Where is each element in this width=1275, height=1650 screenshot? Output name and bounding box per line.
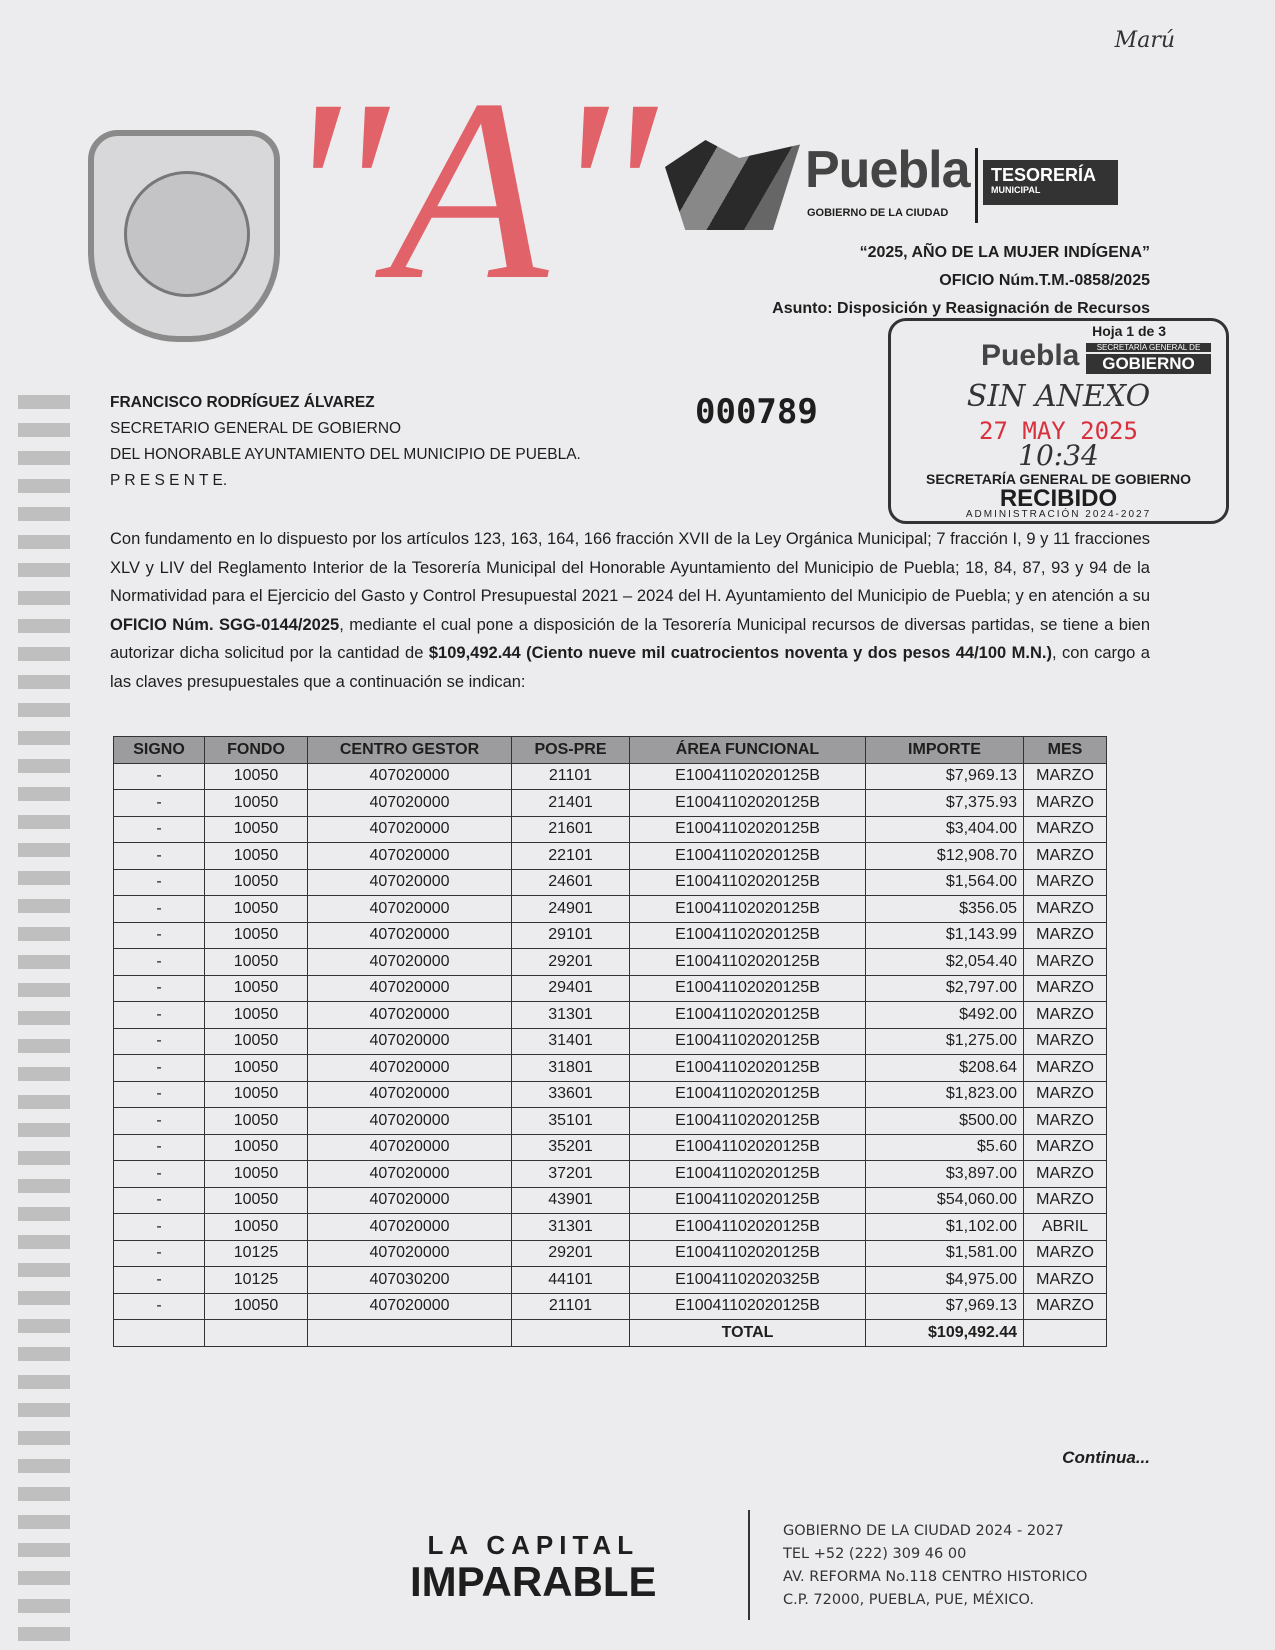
table-cell — [308, 1320, 512, 1347]
table-cell: - — [114, 1240, 205, 1267]
table-cell: 407020000 — [308, 922, 512, 949]
table-cell: E10041102020125B — [630, 790, 866, 817]
handwritten-note: Marú — [1114, 28, 1175, 53]
table-row — [114, 869, 1107, 896]
table-cell: 35201 — [512, 1134, 630, 1161]
table-cell: 22101 — [512, 843, 630, 870]
table-cell: 407020000 — [308, 1293, 512, 1320]
table-cell: $1,143.99 — [866, 922, 1024, 949]
table-row — [114, 1214, 1107, 1241]
table-cell — [512, 1320, 630, 1347]
table-cell: - — [114, 843, 205, 870]
table-cell: $1,581.00 — [866, 1240, 1024, 1267]
table-cell: 31301 — [512, 1002, 630, 1029]
table-cell: $1,823.00 — [866, 1081, 1024, 1108]
table-cell: 407020000 — [308, 790, 512, 817]
table-row — [114, 1002, 1107, 1029]
table-cell: 407020000 — [308, 949, 512, 976]
table-cell: MARZO — [1024, 975, 1107, 1002]
asunto: Asunto: Disposición y Reasignación de Recursos — [772, 300, 1150, 317]
table-row — [114, 843, 1107, 870]
table-cell: - — [114, 790, 205, 817]
table-cell: - — [114, 1081, 205, 1108]
table-cell: E10041102020125B — [630, 975, 866, 1002]
body-paragraph: Con fundamento en lo dispuesto por los artículos 123, 163, 164, 166 fracción XVII de la Ley Orgánica Municipal; 7 fracción I, 9 y 11 fracciones XLV y LIV del Reglamento Interior de la Tesorería Municipal del Honorable Ayuntamiento del Municipio de Puebla; 18, 84, 87, 93 y 94 de la Normatividad para el Ejercicio del Gasto y Control Presupuestal 2021 – 2024 del H. Ayuntamiento del Municipio de Puebla; y en atención a su OFICIO Núm. SGG-0144/2025, mediante el cual pone a disposición de la Tesorería Municipal recursos de diversas partidas, se tiene a bien autorizar dicha solicitud por la cantidad de $109,492.44 (Ciento nueve mil cuatrocientos noventa y dos pesos 44/100 M.N.), con cargo a las claves presupuestales que a continuación se indican: — [110, 530, 1150, 691]
table-cell: E10041102020125B — [630, 843, 866, 870]
table-cell: MARZO — [1024, 1028, 1107, 1055]
table-cell: $1,275.00 — [866, 1028, 1024, 1055]
table-cell: 10050 — [205, 763, 308, 790]
table-cell: $3,404.00 — [866, 816, 1024, 843]
table-cell: 21401 — [512, 790, 630, 817]
total-row — [114, 1320, 1107, 1347]
table-cell: 10050 — [205, 1187, 308, 1214]
table-cell: - — [114, 922, 205, 949]
table-cell: E10041102020125B — [630, 1134, 866, 1161]
table-cell: E10041102020125B — [630, 949, 866, 976]
table-row — [114, 1028, 1107, 1055]
city-seal — [88, 130, 280, 342]
table-cell — [114, 1320, 205, 1347]
table-cell: 407020000 — [308, 763, 512, 790]
table-cell: E10041102020125B — [630, 1108, 866, 1135]
table-cell: - — [114, 1214, 205, 1241]
table-cell: - — [114, 816, 205, 843]
footer-address: GOBIERNO DE LA CIUDAD 2024 - 2027 TEL +52 (222) 309 46 00 AV. REFORMA No.118 CENTRO HISTORICO C.P. 72000, PUEBLA, PUE, MÉXICO. — [783, 1523, 1088, 1608]
table-cell: 407020000 — [308, 1081, 512, 1108]
table-cell: 10050 — [205, 1108, 308, 1135]
table-cell: MARZO — [1024, 1161, 1107, 1188]
budget-table — [113, 736, 1107, 1347]
table-row — [114, 1134, 1107, 1161]
table-cell: $208.64 — [866, 1055, 1024, 1082]
table-cell: 10050 — [205, 869, 308, 896]
table-cell: $1,102.00 — [866, 1214, 1024, 1241]
table-cell: 35101 — [512, 1108, 630, 1135]
continues-label: Continua... — [1062, 1448, 1150, 1467]
table-cell: - — [114, 1002, 205, 1029]
table-cell: 31401 — [512, 1028, 630, 1055]
table-cell: - — [114, 975, 205, 1002]
table-cell: 29401 — [512, 975, 630, 1002]
table-cell: - — [114, 1161, 205, 1188]
total-label: TOTAL — [630, 1320, 866, 1347]
table-cell: 43901 — [512, 1187, 630, 1214]
folio-number: 000789 — [695, 392, 818, 432]
table-cell: 407020000 — [308, 975, 512, 1002]
table-cell: 10050 — [205, 1134, 308, 1161]
table-cell: $1,564.00 — [866, 869, 1024, 896]
table-cell: 10050 — [205, 1028, 308, 1055]
table-cell: MARZO — [1024, 869, 1107, 896]
table-cell — [1024, 1320, 1107, 1347]
table-row — [114, 1161, 1107, 1188]
table-cell: $2,054.40 — [866, 949, 1024, 976]
table-cell: 407020000 — [308, 1002, 512, 1029]
table-row — [114, 790, 1107, 817]
table-cell: 10125 — [205, 1267, 308, 1294]
table-cell: - — [114, 1108, 205, 1135]
table-cell: 29201 — [512, 1240, 630, 1267]
table-row — [114, 1267, 1107, 1294]
table-cell: MARZO — [1024, 1187, 1107, 1214]
recipient-name: FRANCISCO RODRÍGUEZ ÁLVAREZ — [110, 394, 375, 411]
table-cell: $3,897.00 — [866, 1161, 1024, 1188]
table-cell: 21101 — [512, 763, 630, 790]
table-cell: 10050 — [205, 949, 308, 976]
table-cell: - — [114, 1055, 205, 1082]
table-row — [114, 922, 1107, 949]
oficio-number: OFICIO Núm.T.M.-0858/2025 — [939, 272, 1150, 289]
handwritten-letter: "A" — [280, 46, 658, 334]
table-cell: - — [114, 1293, 205, 1320]
table-row — [114, 1055, 1107, 1082]
motto: “2025, AÑO DE LA MUJER INDÍGENA” — [859, 244, 1150, 261]
table-cell: - — [114, 949, 205, 976]
table-cell: 407020000 — [308, 1108, 512, 1135]
table-cell: MARZO — [1024, 763, 1107, 790]
table-cell: MARZO — [1024, 922, 1107, 949]
table-cell: 29201 — [512, 949, 630, 976]
table-cell: MARZO — [1024, 790, 1107, 817]
table-cell: $7,375.93 — [866, 790, 1024, 817]
table-cell: 33601 — [512, 1081, 630, 1108]
table-cell: MARZO — [1024, 1108, 1107, 1135]
table-cell: 10050 — [205, 922, 308, 949]
table-cell — [205, 1320, 308, 1347]
table-cell: 407020000 — [308, 1161, 512, 1188]
table-cell: - — [114, 1267, 205, 1294]
table-cell: 10050 — [205, 1293, 308, 1320]
table-cell: 407020000 — [308, 816, 512, 843]
column-header: FONDO — [205, 737, 308, 764]
table-cell: - — [114, 896, 205, 923]
table-cell: 10050 — [205, 896, 308, 923]
table-cell: 10050 — [205, 1055, 308, 1082]
table-cell: $12,908.70 — [866, 843, 1024, 870]
table-cell: 407030200 — [308, 1267, 512, 1294]
received-stamp: Hoja 1 de 3 Puebla SECRETARÍA GENERAL DE GOBIERNO SIN ANEXO 27 MAY 2025 10:34 SECRETARÍA GENERAL DE GOBIERNO RECIBIDO ADMINISTRACIÓN 2024-2027 — [888, 318, 1229, 524]
table-cell: E10041102020125B — [630, 1293, 866, 1320]
table-cell: 407020000 — [308, 1028, 512, 1055]
table-cell: MARZO — [1024, 1240, 1107, 1267]
table-cell: 10050 — [205, 1214, 308, 1241]
table-cell: MARZO — [1024, 1267, 1107, 1294]
table-cell: E10041102020125B — [630, 869, 866, 896]
table-cell: 10050 — [205, 1161, 308, 1188]
table-cell: $7,969.13 — [866, 1293, 1024, 1320]
column-header: CENTRO GESTOR — [308, 737, 512, 764]
table-row — [114, 1293, 1107, 1320]
page-indicator: Hoja 1 de 3 — [1092, 323, 1166, 339]
table-cell: 10050 — [205, 790, 308, 817]
stamp-date: 27 MAY 2025 — [979, 417, 1138, 445]
table-cell: 31301 — [512, 1214, 630, 1241]
table-cell: $4,975.00 — [866, 1267, 1024, 1294]
table-cell: 24601 — [512, 869, 630, 896]
table-cell: MARZO — [1024, 1293, 1107, 1320]
table-cell: E10041102020125B — [630, 1055, 866, 1082]
table-cell: E10041102020125B — [630, 1002, 866, 1029]
column-header: SIGNO — [114, 737, 205, 764]
puebla-logo: Puebla GOBIERNO DE LA CIUDAD TESORERÍA MUNICIPAL — [665, 140, 1125, 230]
table-cell: MARZO — [1024, 1134, 1107, 1161]
table-cell: $356.05 — [866, 896, 1024, 923]
table-cell: 31801 — [512, 1055, 630, 1082]
table-cell: E10041102020125B — [630, 896, 866, 923]
recipient-block: FRANCISCO RODRÍGUEZ ÁLVAREZ SECRETARIO GENERAL DE GOBIERNO DEL HONORABLE AYUNTAMIENTO DEL MUNICIPIO DE PUEBLA. P R E S E N T E. — [110, 390, 581, 494]
table-cell: MARZO — [1024, 1002, 1107, 1029]
table-row — [114, 1240, 1107, 1267]
table-cell: 21101 — [512, 1293, 630, 1320]
table-row — [114, 763, 1107, 790]
column-header: IMPORTE — [866, 737, 1024, 764]
table-cell: E10041102020125B — [630, 1081, 866, 1108]
table-cell: 37201 — [512, 1161, 630, 1188]
table-cell: E10041102020125B — [630, 1240, 866, 1267]
table-cell: 44101 — [512, 1267, 630, 1294]
table-cell: MARZO — [1024, 816, 1107, 843]
table-cell: MARZO — [1024, 949, 1107, 976]
table-cell: 407020000 — [308, 843, 512, 870]
table-cell: 10125 — [205, 1240, 308, 1267]
table-cell: E10041102020125B — [630, 1187, 866, 1214]
column-header: POS-PRE — [512, 737, 630, 764]
table-cell: 407020000 — [308, 1134, 512, 1161]
table-cell: 10050 — [205, 975, 308, 1002]
table-cell: $2,797.00 — [866, 975, 1024, 1002]
table-cell: 407020000 — [308, 1214, 512, 1241]
table-cell: 10050 — [205, 843, 308, 870]
table-cell: E10041102020125B — [630, 922, 866, 949]
table-cell: 407020000 — [308, 1055, 512, 1082]
table-cell: 10050 — [205, 1002, 308, 1029]
table-row — [114, 975, 1107, 1002]
table-cell: E10041102020125B — [630, 763, 866, 790]
table-cell: 24901 — [512, 896, 630, 923]
table-cell: - — [114, 763, 205, 790]
table-cell: $54,060.00 — [866, 1187, 1024, 1214]
footer-slogan-logo: LA CAPITAL IMPARABLE — [410, 1530, 657, 1605]
table-cell: 407020000 — [308, 869, 512, 896]
table-cell: - — [114, 1187, 205, 1214]
table-row — [114, 1187, 1107, 1214]
table-cell: $7,969.13 — [866, 763, 1024, 790]
table-row — [114, 1081, 1107, 1108]
table-cell: - — [114, 1134, 205, 1161]
table-cell: 407020000 — [308, 896, 512, 923]
table-cell: E10041102020325B — [630, 1267, 866, 1294]
table-cell: 10050 — [205, 816, 308, 843]
table-row — [114, 949, 1107, 976]
table-row — [114, 896, 1107, 923]
table-cell: - — [114, 1028, 205, 1055]
footer-divider — [748, 1510, 750, 1620]
table-cell: 10050 — [205, 1081, 308, 1108]
table-cell: E10041102020125B — [630, 816, 866, 843]
table-cell: - — [114, 869, 205, 896]
table-cell: E10041102020125B — [630, 1214, 866, 1241]
table-cell: ABRIL — [1024, 1214, 1107, 1241]
table-cell: E10041102020125B — [630, 1161, 866, 1188]
total-value: $109,492.44 — [866, 1320, 1024, 1347]
table-cell: 407020000 — [308, 1240, 512, 1267]
table-cell: MARZO — [1024, 1055, 1107, 1082]
table-cell: $500.00 — [866, 1108, 1024, 1135]
table-cell: $492.00 — [866, 1002, 1024, 1029]
table-cell: MARZO — [1024, 896, 1107, 923]
column-header: MES — [1024, 737, 1107, 764]
table-cell: 21601 — [512, 816, 630, 843]
table-cell: MARZO — [1024, 1081, 1107, 1108]
column-header: ÁREA FUNCIONAL — [630, 737, 866, 764]
table-cell: $5.60 — [866, 1134, 1024, 1161]
table-cell: MARZO — [1024, 843, 1107, 870]
table-row — [114, 1108, 1107, 1135]
table-cell: 407020000 — [308, 1187, 512, 1214]
table-cell: E10041102020125B — [630, 1028, 866, 1055]
table-row — [114, 816, 1107, 843]
table-cell: 29101 — [512, 922, 630, 949]
decorative-border — [18, 395, 70, 1645]
